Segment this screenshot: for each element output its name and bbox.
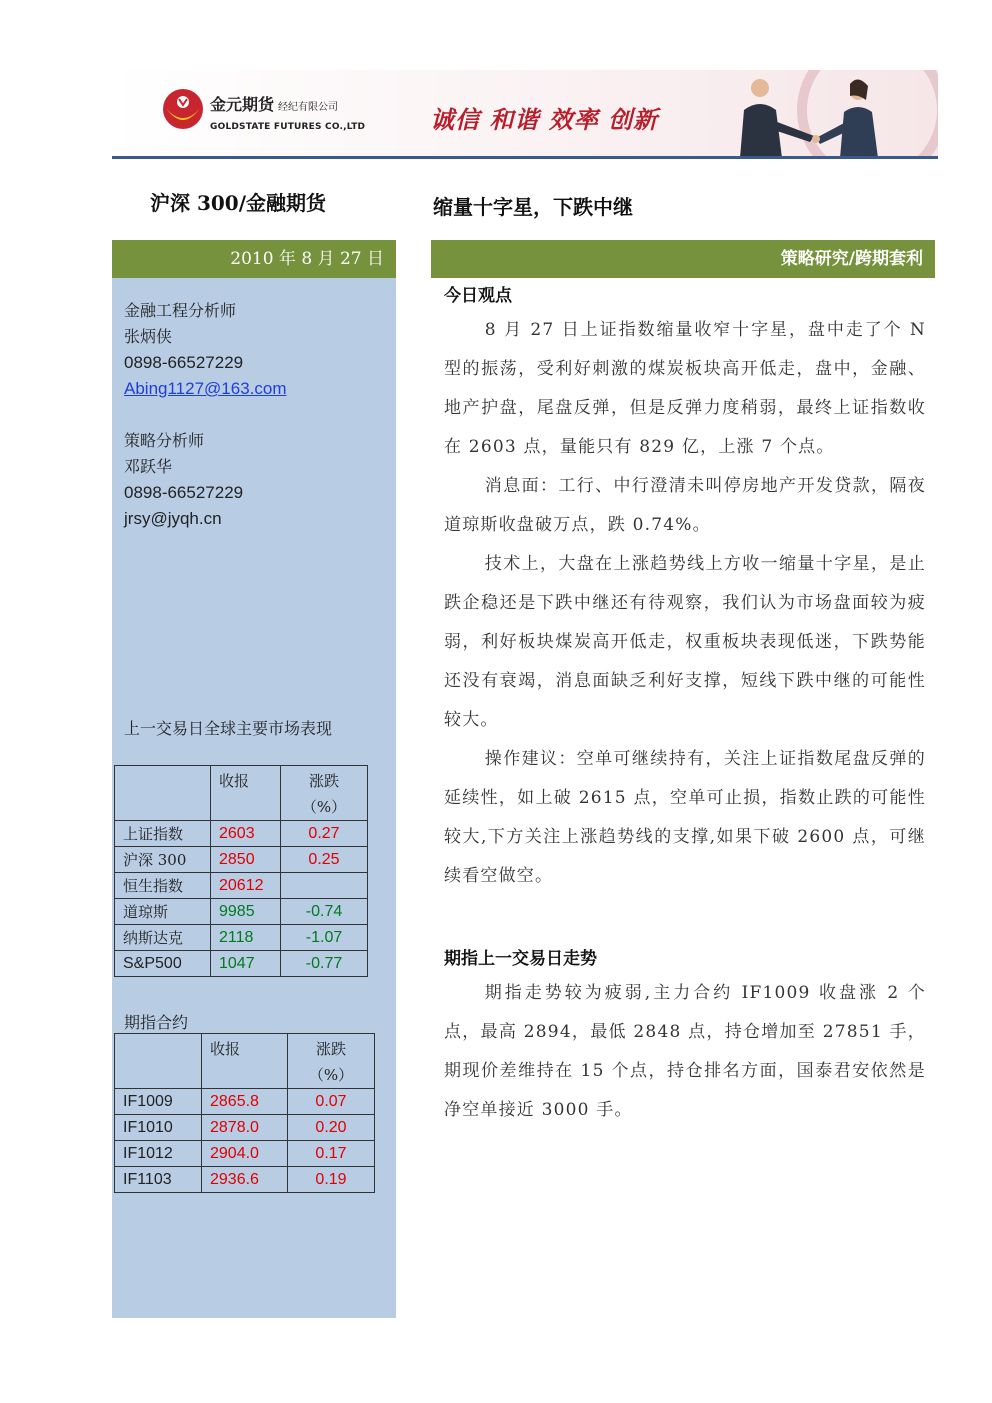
market-name: 上证指数: [115, 821, 211, 847]
analyst-name: 张炳侠: [124, 327, 173, 346]
contract-name: IF1009: [115, 1089, 202, 1115]
contract-change: 0.20: [288, 1115, 375, 1141]
market-table: [114, 765, 368, 977]
table-row: [115, 821, 368, 847]
analyst-phone: 0898-66527229: [124, 353, 244, 372]
contract-change: 0.19: [288, 1167, 375, 1193]
contract-name: IF1010: [115, 1115, 202, 1141]
analyst-role: 策略分析师: [124, 431, 205, 450]
market-table-label: 上一交易日全球主要市场表现: [124, 719, 333, 738]
market-change: [281, 873, 368, 899]
table-row: [115, 847, 368, 873]
table-header-cell: [115, 1034, 202, 1089]
table-row: [115, 925, 368, 951]
contract-name: IF1103: [115, 1167, 202, 1193]
contract-close: 2936.6: [202, 1167, 288, 1193]
market-name: 恒生指数: [115, 873, 211, 899]
contract-name: IF1012: [115, 1141, 202, 1167]
table-header-cell: [115, 766, 211, 821]
sidebar: [112, 240, 396, 1318]
futures-table: [114, 1033, 375, 1193]
futures-table-label: 期指合约: [124, 1013, 189, 1032]
paragraph: 操作建议：空单可继续持有，关注上证指数尾盘反弹的延续性，如上破 2615 点，空单可止损，指数止跌的可能性较大,下方关注上涨趋势线的支撑,如果下破 2600 点，可继续看空做空。: [444, 749, 926, 886]
paragraph: 期指走势较为疲弱,主力合约 IF1009 收盘涨 2 个点，最高 2894，最低 2848 点，持仓增加至 27851 手，期现价差维持在 15 个点，持仓排名方面，国泰君安依然是净空单接近 3000 手。: [444, 983, 926, 1120]
table-row: [115, 1115, 375, 1141]
report-title: 缩量十字星，下跌中继: [433, 195, 633, 219]
contract-close: 2904.0: [202, 1141, 288, 1167]
report-date: 2010 年 8 月 27 日: [112, 240, 396, 278]
market-change: 0.27: [281, 821, 368, 847]
analyst-phone: 0898-66527229: [124, 483, 244, 502]
analyst-name: 邓跃华: [124, 457, 173, 476]
table-header-cell: 涨跌 （%）: [288, 1034, 375, 1089]
table-row: [115, 873, 368, 899]
section-heading-today: 今日观点: [444, 286, 512, 306]
contract-close: 2865.8: [202, 1089, 288, 1115]
market-close: 20612: [211, 873, 281, 899]
paragraph: 技术上，大盘在上涨趋势线上方收一缩量十字星，是止跌企稳还是下跌中继还有待观察，我们认为市场盘面较为疲弱，利好板块煤炭高开低走，权重板块表现低迷，下跌势能还没有衰竭，消息面缺乏利好支撑，短线下跌中继的可能性较大。: [444, 554, 926, 730]
category-title: 沪深 300/金融期货: [150, 191, 327, 215]
table-header-cell: 收报: [202, 1034, 288, 1089]
market-name: S&P500: [115, 951, 211, 977]
handshake-photo: [722, 70, 938, 158]
company-logo-icon: [162, 88, 204, 130]
header-banner: [112, 70, 938, 158]
market-change: -1.07: [281, 925, 368, 951]
table-header-cell: 收报: [211, 766, 281, 821]
company-name-cn: 金元期货 经纪有限公司: [210, 95, 339, 114]
table-header-row: [115, 1034, 375, 1089]
analyst-role: 金融工程分析师: [124, 301, 237, 320]
market-change: 0.25: [281, 847, 368, 873]
section-body-today: [444, 311, 926, 896]
market-name: 纳斯达克: [115, 925, 211, 951]
category-bar: 策略研究/跨期套利: [431, 240, 935, 278]
header-divider: [112, 156, 938, 159]
contract-close: 2878.0: [202, 1115, 288, 1141]
paragraph: 8 月 27 日上证指数缩量收窄十字星，盘中走了个 N 型的振荡，受利好刺激的煤炭板块高开低走，盘中，金融、地产护盘，尾盘反弹，但是反弹力度稍弱，最终上证指数收在 2603 点，量能只有 829 亿，上涨 7 个点。: [444, 320, 926, 457]
market-change: -0.77: [281, 951, 368, 977]
table-row: [115, 899, 368, 925]
market-change: -0.74: [281, 899, 368, 925]
analyst-card-2: [124, 428, 243, 532]
table-row: [115, 1089, 375, 1115]
table-row: [115, 1167, 375, 1193]
table-row: [115, 951, 368, 977]
market-name: 道琼斯: [115, 899, 211, 925]
contract-change: 0.07: [288, 1089, 375, 1115]
analyst-email-link[interactable]: Abing1127@163.com: [124, 379, 287, 398]
section-heading-futures: 期指上一交易日走势: [444, 949, 597, 969]
market-close: 1047: [211, 951, 281, 977]
section-body-futures: [444, 974, 926, 1130]
paragraph: 消息面：工行、中行澄清未叫停房地产开发贷款，隔夜道琼斯收盘破万点，跌 0.74%。: [444, 476, 926, 535]
analyst-card-1: [124, 298, 287, 402]
market-close: 9985: [211, 899, 281, 925]
table-header-cell: 涨跌 （%）: [281, 766, 368, 821]
market-close: 2603: [211, 821, 281, 847]
table-row: [115, 1141, 375, 1167]
market-name: 沪深 300: [115, 847, 211, 873]
table-header-row: [115, 766, 368, 821]
market-close: 2118: [211, 925, 281, 951]
company-name-en: GOLDSTATE FUTURES CO.,LTD: [210, 122, 366, 132]
analyst-email: jrsy@jyqh.cn: [124, 509, 222, 528]
contract-change: 0.17: [288, 1141, 375, 1167]
market-close: 2850: [211, 847, 281, 873]
slogan: 诚信 和谐 效率 创新: [430, 106, 659, 134]
